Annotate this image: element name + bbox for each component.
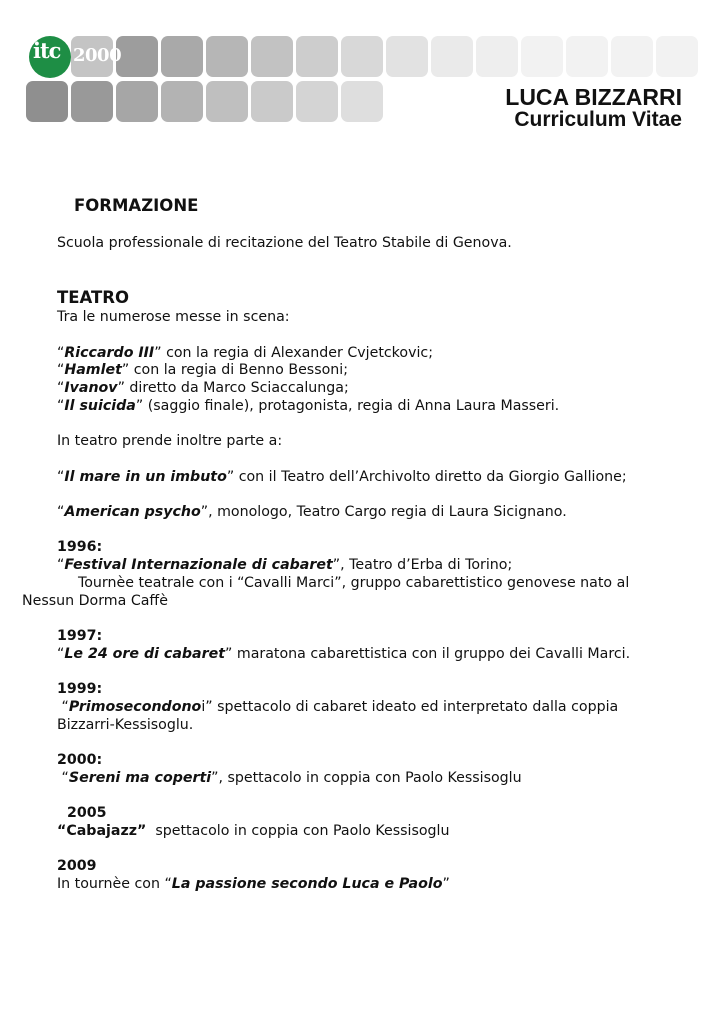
logo-tile bbox=[341, 36, 383, 77]
logo-tile bbox=[26, 81, 68, 122]
logo-tile bbox=[206, 36, 248, 77]
year-entry: “Festival Internazionale di cabaret”, Teatro d’Erba di Torino; bbox=[57, 557, 513, 573]
year-heading: 2005 bbox=[67, 805, 107, 821]
show-line: “Ivanov” diretto da Marco Sciaccalunga; bbox=[57, 380, 349, 396]
show-line: “Il mare in un imbuto” con il Teatro dell’Archivolto diretto da Giorgio Gallione; bbox=[57, 469, 627, 485]
show-line: “Hamlet” con la regia di Benno Bessoni; bbox=[57, 362, 348, 378]
year-entry: “Le 24 ore di cabaret” maratona cabarettistica con il gruppo dei Cavalli Marci. bbox=[57, 646, 631, 662]
show-title: Riccardo III bbox=[64, 345, 155, 361]
logo-tile bbox=[476, 36, 518, 77]
logo-tile bbox=[161, 81, 203, 122]
show-title: Ivanov bbox=[64, 380, 118, 396]
logo-tile bbox=[431, 36, 473, 77]
logo-tile bbox=[206, 81, 248, 122]
section-heading-teatro: TEATRO bbox=[57, 288, 130, 307]
logo-tile bbox=[116, 81, 158, 122]
section-heading-formazione: FORMAZIONE bbox=[74, 196, 199, 215]
year-heading: 1997: bbox=[57, 628, 103, 644]
cv-subtitle: Curriculum Vitae bbox=[514, 108, 682, 131]
year-entry-detail: Tournèe teatrale con i “Cavalli Marci”, gruppo cabarettistico genovese nato al bbox=[78, 575, 630, 591]
show-line: “Il suicida” (saggio finale), protagonista, regia di Anna Laura Masseri. bbox=[57, 398, 560, 414]
logo-tile bbox=[71, 81, 113, 122]
logo-tile bbox=[611, 36, 653, 77]
formazione-text: Scuola professionale di recitazione del Teatro Stabile di Genova. bbox=[57, 235, 512, 251]
year-entry-detail-cont: Nessun Dorma Caffè bbox=[22, 593, 168, 609]
year-entry-detail: Bizzarri-Kessisoglu. bbox=[57, 717, 194, 733]
logo-tile bbox=[656, 36, 698, 77]
year-entry: In tournèe con “La passione secondo Luca e Paolo” bbox=[57, 876, 450, 892]
logo-tile bbox=[296, 81, 338, 122]
show-title: Festival Internazionale di cabaret bbox=[64, 557, 333, 573]
logo-tile bbox=[251, 36, 293, 77]
logo-tile bbox=[566, 36, 608, 77]
year-heading: 2000: bbox=[57, 752, 103, 768]
logo-tile bbox=[116, 36, 158, 77]
year-heading: 1999: bbox=[57, 681, 103, 697]
logo-text: itc bbox=[33, 38, 61, 63]
show-title: Il mare in un imbuto bbox=[64, 469, 227, 485]
show-title: “Cabajazz” bbox=[57, 823, 147, 839]
show-line: “American psycho”, monologo, Teatro Cargo regia di Laura Sicignano. bbox=[57, 504, 567, 520]
show-title: American psycho bbox=[64, 504, 201, 520]
logo-year: 2000 bbox=[73, 45, 122, 66]
logo-tile bbox=[161, 36, 203, 77]
logo-tile bbox=[251, 81, 293, 122]
logo-tile bbox=[521, 36, 563, 77]
show-line: “Riccardo III” con la regia di Alexander Cvjetckovic; bbox=[57, 345, 433, 361]
year-entry: “Cabajazz” spettacolo in coppia con Paolo Kessisoglu bbox=[57, 823, 450, 839]
show-title: Primosecondono bbox=[68, 699, 202, 715]
show-title: Sereni ma coperti bbox=[68, 770, 212, 786]
logo-tile bbox=[296, 36, 338, 77]
year-heading: 2009 bbox=[57, 858, 97, 874]
logo-tile bbox=[386, 36, 428, 77]
show-title: Il suicida bbox=[64, 398, 136, 414]
letterhead bbox=[0, 0, 724, 140]
show-title: La passione secondo Luca e Paolo bbox=[171, 876, 443, 892]
cv-name: LUCA BIZZARRI bbox=[505, 84, 682, 110]
show-title: Le 24 ore di cabaret bbox=[64, 646, 226, 662]
year-heading: 1996: bbox=[57, 539, 103, 555]
year-entry: “Sereni ma coperti”, spettacolo in coppia con Paolo Kessisoglu bbox=[57, 770, 522, 786]
year-entry: “Primosecondonoi” spettacolo di cabaret ideato ed interpretato dalla coppia bbox=[57, 699, 619, 715]
show-title: Hamlet bbox=[64, 362, 122, 378]
logo-tile bbox=[341, 81, 383, 122]
teatro-also-intro: In teatro prende inoltre parte a: bbox=[57, 433, 283, 449]
teatro-intro: Tra le numerose messe in scena: bbox=[57, 309, 290, 325]
